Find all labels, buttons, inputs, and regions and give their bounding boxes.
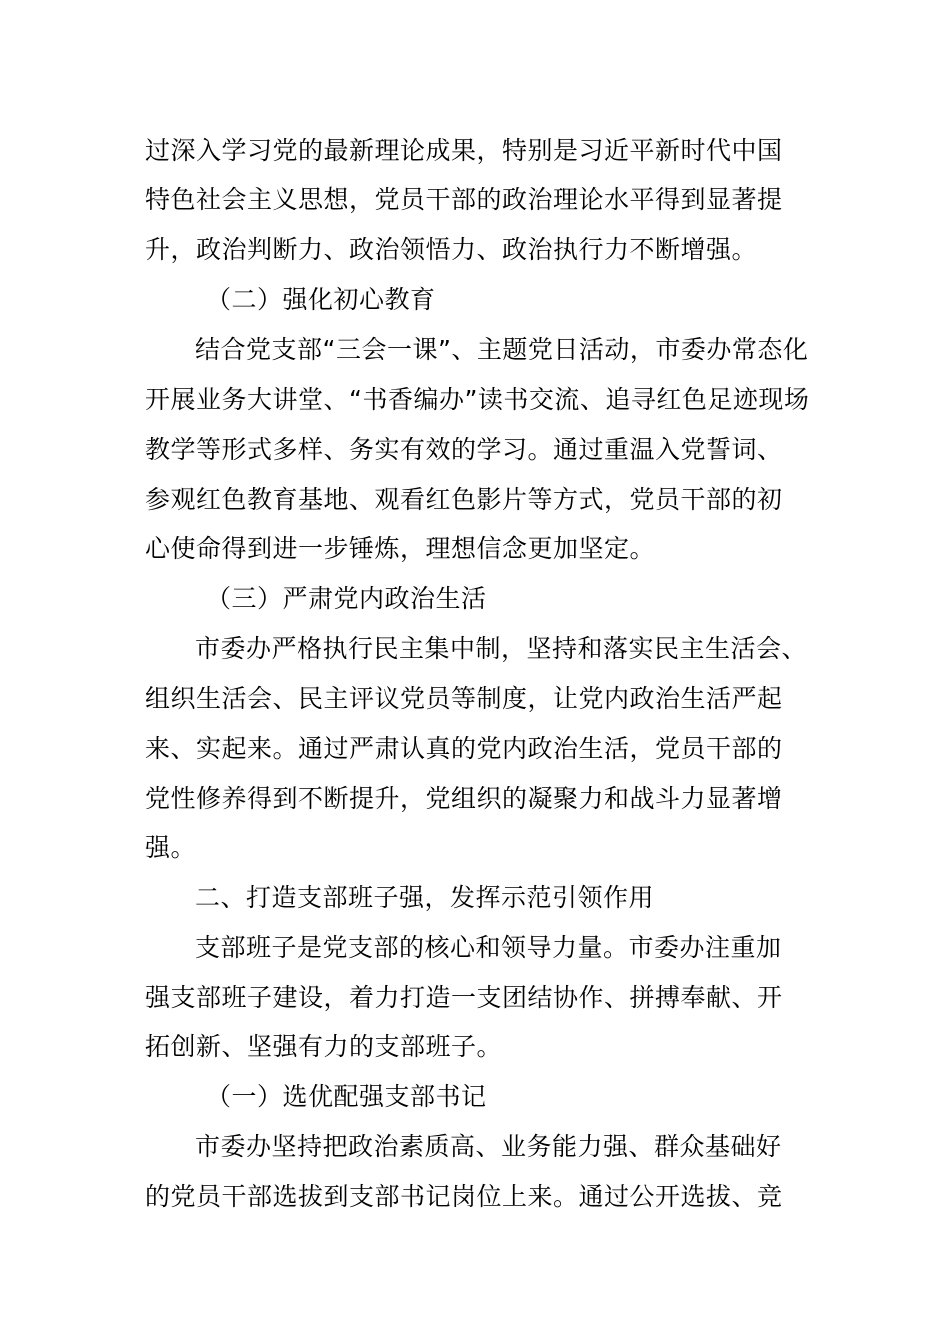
text-line: 强支部班子建设，着力打造一支团结协作、拼搏奉献、开: [145, 983, 783, 1012]
text-line: 过深入学习党的最新理论成果，特别是习近平新时代中国: [145, 136, 783, 165]
text-line: 支部班子是党支部的核心和领导力量。市委办注重加: [195, 933, 782, 962]
text-line: 开展业务大讲堂、“书香编办”读书交流、追寻红色足迹现场: [145, 385, 810, 414]
text-line: 组织生活会、民主评议党员等制度，让党内政治生活严起: [145, 684, 783, 713]
text-line: 参观红色教育基地、观看红色影片等方式，党员干部的初: [145, 485, 783, 514]
text-line: 市委办严格执行民主集中制，坚持和落实民主生活会、: [195, 634, 808, 663]
section-heading: （三）严肃党内政治生活: [206, 584, 487, 613]
section-heading: （二）强化初心教育: [206, 285, 436, 314]
text-line: 的党员干部选拔到支部书记岗位上来。通过公开选拔、竞: [145, 1182, 783, 1211]
text-line: 升，政治判断力、政治领悟力、政治执行力不断增强。: [145, 235, 758, 264]
text-line: 市委办坚持把政治素质高、业务能力强、群众基础好: [195, 1132, 782, 1161]
text-line: 强。: [145, 833, 197, 862]
text-line: 拓创新、坚强有力的支部班子。: [145, 1032, 503, 1061]
text-line: 来、实起来。通过严肃认真的党内政治生活，党员干部的: [145, 734, 783, 763]
text-line: 特色社会主义思想，党员干部的政治理论水平得到显著提: [145, 185, 783, 214]
text-line: 党性修养得到不断提升，党组织的凝聚力和战斗力显著增: [145, 784, 783, 813]
text-line: 教学等形式多样、务实有效的学习。通过重温入党誓词、: [145, 435, 783, 464]
section-heading: 二、打造支部班子强，发挥示范引领作用: [195, 883, 655, 912]
text-line: 心使命得到进一步锤炼，理想信念更加坚定。: [145, 534, 656, 563]
section-heading: （一）选优配强支部书记: [206, 1082, 487, 1111]
text-line: 结合党支部“三会一课”、主题党日活动，市委办常态化: [195, 335, 809, 364]
